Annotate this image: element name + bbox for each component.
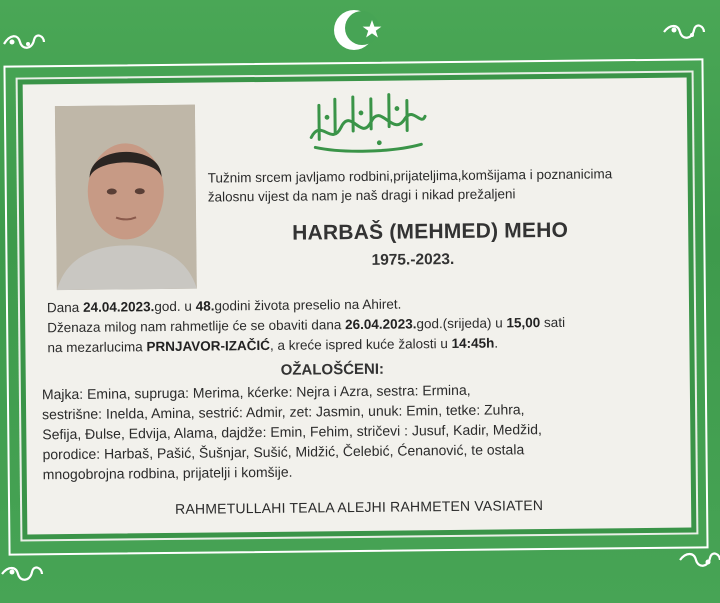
floral-ornament-icon bbox=[678, 548, 720, 572]
intro-line: žalosnu vijest da nam je naš dragi i nikad prežaljeni bbox=[207, 186, 516, 205]
funeral-details bbox=[47, 292, 668, 358]
mourners-title: OŽALOŠĆENI: bbox=[280, 360, 385, 379]
obituary-card bbox=[18, 72, 697, 539]
details-line-3: na mezarlucima PRNJAVOR-IZAČIĆ, a kreće ispred kuće žalosti u 14:45h. bbox=[47, 335, 499, 356]
funeral-time: 15,00 bbox=[506, 315, 541, 331]
mourners-line: sestrišne: Inelda, Amina, sestrić: Admir, zet: Jasmin, unuk: Emin, tetke: Zuhra, bbox=[42, 401, 525, 423]
mourners-list bbox=[42, 378, 683, 485]
floral-ornament-icon bbox=[0, 562, 44, 586]
mourners-line: Majka: Emina, supruga: Merima, kćerke: Nejra i Azra, sestra: Ermina, bbox=[41, 381, 471, 403]
mourners-line: mnogobrojna rodbina, prijatelji i komšije. bbox=[42, 463, 293, 483]
crescent-star-icon bbox=[332, 6, 392, 54]
floral-ornament-icon bbox=[2, 30, 46, 54]
details-line-2: Dženaza milog nam rahmetlije će se obaviti dana 26.04.2023.god.(srijeda) u 15,00 sati bbox=[47, 314, 566, 336]
mourners-line: Sefija, Đulse, Edvija, Alama, dajdže: Emin, Fehim, stričevi : Jusuf, Kadir, Medžid, bbox=[42, 421, 542, 443]
details-line-1: Dana 24.04.2023.god. u 48.godini života preselio na Ahiret. bbox=[46, 296, 402, 316]
intro-text bbox=[208, 164, 688, 207]
mourners-line: porodice: Harbaš, Pašić, Šušnjar, Sušić, Midžić, Čelebić, Ćenanović, te ostala bbox=[42, 441, 525, 463]
deceased-years: 1975.-2023. bbox=[371, 250, 455, 269]
cemetery: PRNJAVOR-IZAČIĆ bbox=[146, 337, 271, 355]
deceased-name: HARBAŠ (MEHMED) MEHO bbox=[292, 218, 569, 245]
deceased-photo bbox=[55, 105, 197, 290]
age: 48. bbox=[195, 298, 215, 314]
closing-prayer: RAHMETULLAHI TEALA ALEJHI RAHMETEN VASIATEN bbox=[175, 497, 544, 517]
floral-ornament-icon bbox=[662, 20, 706, 44]
date-of-death: 24.04.2023. bbox=[82, 299, 155, 315]
departure-time: 14:45h bbox=[451, 335, 495, 352]
arabic-calligraphy-icon bbox=[301, 86, 432, 157]
intro-line: Tužnim srcem javljamo rodbini,prijateljima,komšijama i poznanicima bbox=[207, 166, 613, 186]
funeral-date: 26.04.2023. bbox=[345, 316, 417, 333]
